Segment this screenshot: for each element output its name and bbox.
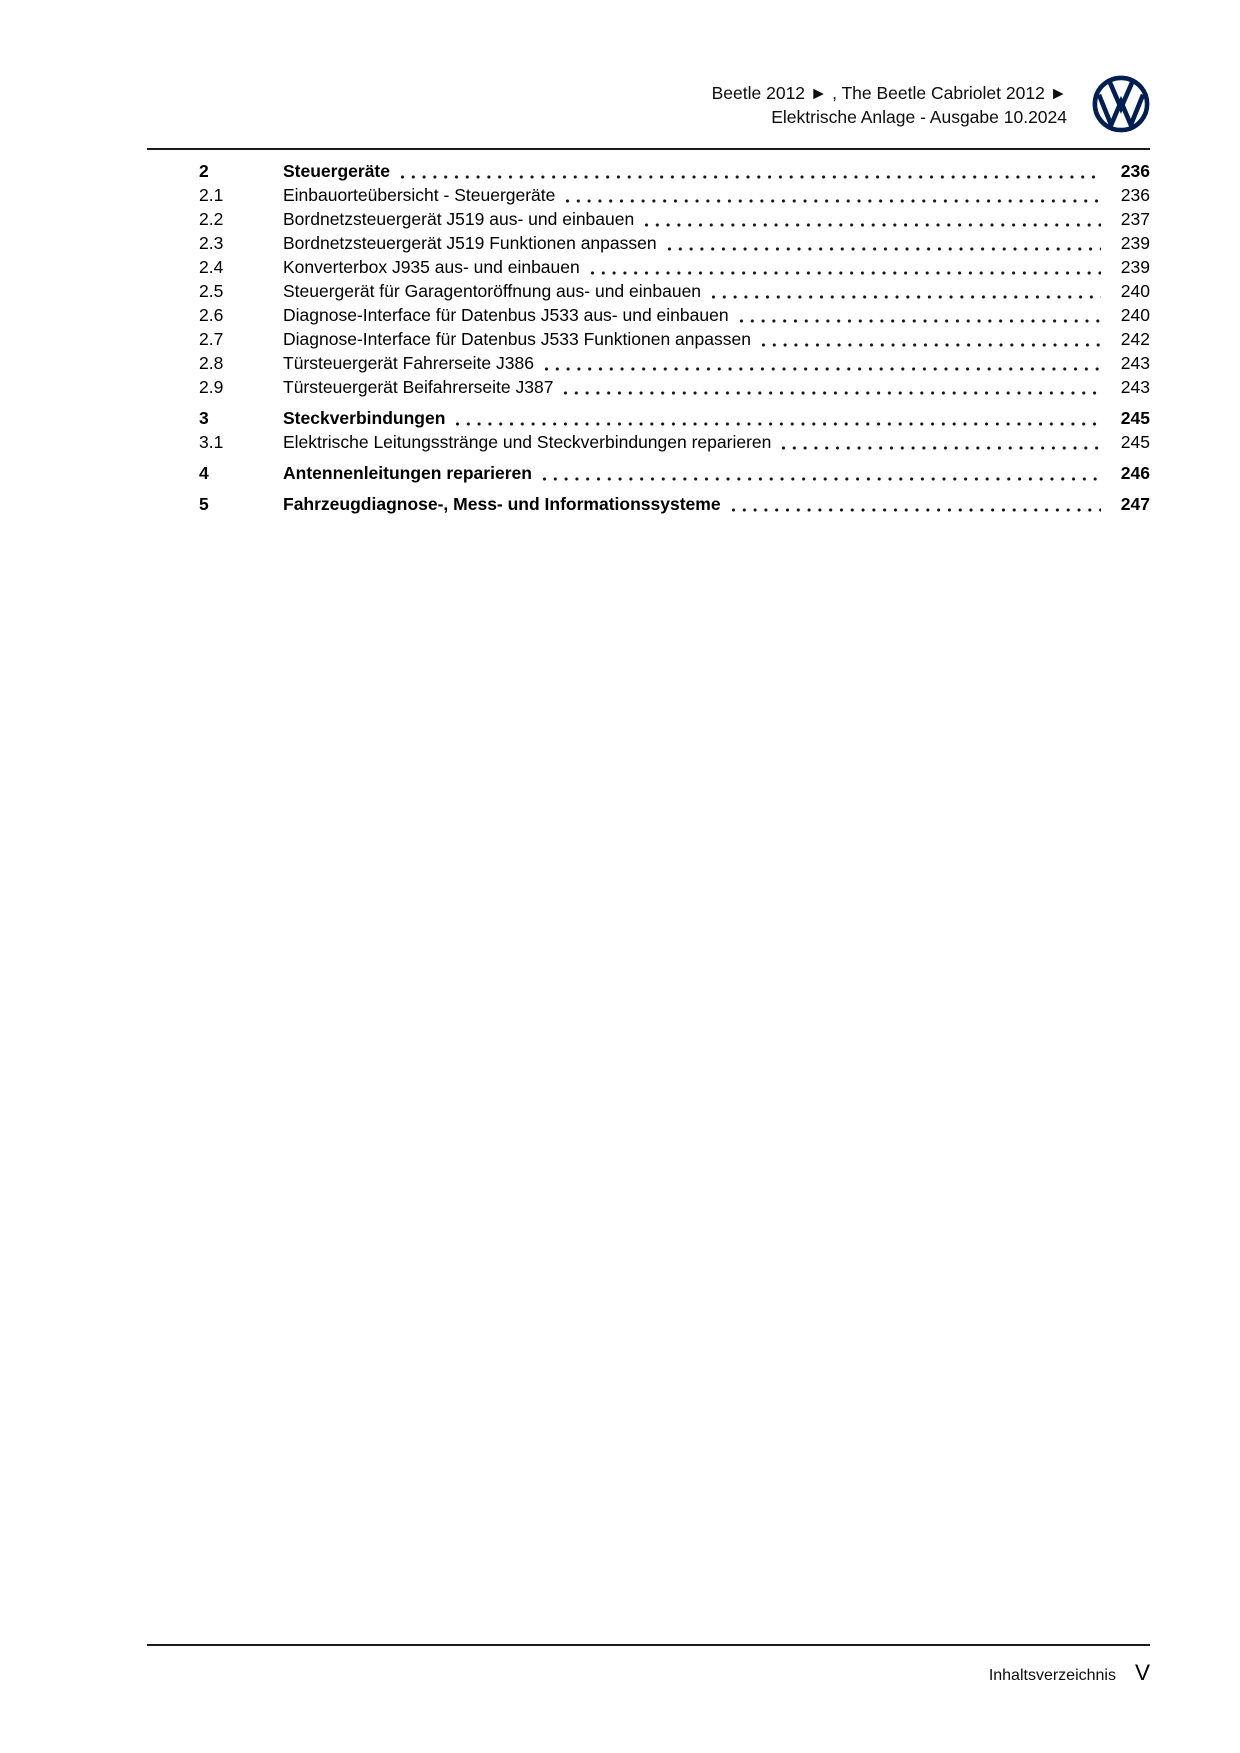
toc-entry-title: Bordnetzsteuergerät J519 Funktionen anpassen bbox=[283, 233, 657, 253]
dot-leader bbox=[564, 183, 1101, 207]
toc-entry-number: 2.8 bbox=[199, 353, 224, 373]
toc-entry-page: 243 bbox=[1120, 377, 1150, 397]
toc-entry-title: Steuergeräte bbox=[283, 161, 390, 181]
page-header bbox=[712, 82, 1150, 133]
toc-row bbox=[199, 351, 1150, 375]
dot-leader bbox=[543, 351, 1101, 375]
toc-entry-number: 2.3 bbox=[199, 233, 224, 253]
header-subtitle: Elektrische Anlage - Ausgabe 10.2024 bbox=[771, 106, 1067, 127]
toc-entry-page: 237 bbox=[1120, 209, 1150, 229]
toc-entry-page: 236 bbox=[1120, 161, 1150, 181]
toc-row bbox=[199, 461, 1150, 485]
dot-leader bbox=[541, 461, 1101, 485]
toc-row bbox=[199, 327, 1150, 351]
toc-entry-title: Konverterbox J935 aus- und einbauen bbox=[283, 257, 580, 277]
toc-entry-number: 2.9 bbox=[199, 377, 224, 397]
toc-entry-number: 2.4 bbox=[199, 257, 224, 277]
toc-row bbox=[199, 375, 1150, 399]
toc-entry-number: 2 bbox=[199, 161, 209, 181]
toc-entry-title: Elektrische Leitungsstränge und Steckverbindungen reparieren bbox=[283, 432, 772, 452]
dot-leader bbox=[780, 430, 1101, 454]
toc-entry-page: 236 bbox=[1120, 185, 1150, 205]
toc-row bbox=[199, 279, 1150, 303]
toc-entry-page: 245 bbox=[1120, 432, 1150, 452]
toc-entry-number: 5 bbox=[199, 494, 209, 514]
toc-entry-number: 3 bbox=[199, 408, 209, 428]
toc-row bbox=[199, 159, 1150, 183]
toc-entry-page: 239 bbox=[1120, 233, 1150, 253]
toc-entry-title: Türsteuergerät Beifahrerseite J387 bbox=[283, 377, 554, 397]
toc-entry-page: 246 bbox=[1120, 463, 1150, 483]
toc-entry-page: 239 bbox=[1120, 257, 1150, 277]
dot-leader bbox=[562, 375, 1101, 399]
dot-leader bbox=[710, 279, 1101, 303]
header-divider bbox=[147, 148, 1150, 150]
toc-entry-title: Steckverbindungen bbox=[283, 408, 446, 428]
toc-entry-title: Fahrzeugdiagnose-, Mess- und Informationssysteme bbox=[283, 494, 721, 514]
header-product-line: Beetle 2012 ► , The Beetle Cabriolet 2012 ► bbox=[711, 83, 1067, 103]
toc-entry-number: 2.5 bbox=[199, 281, 224, 301]
dot-leader bbox=[589, 255, 1101, 279]
vw-logo-icon bbox=[1092, 75, 1150, 133]
toc-entry-number: 2.1 bbox=[199, 185, 224, 205]
toc-row bbox=[199, 255, 1150, 279]
toc-entry-number: 2.7 bbox=[199, 329, 224, 349]
toc-entry-page: 240 bbox=[1120, 281, 1150, 301]
toc-entry-number: 2.2 bbox=[199, 209, 224, 229]
toc-row bbox=[199, 430, 1150, 454]
toc-entry-number: 4 bbox=[199, 463, 209, 483]
toc-row bbox=[199, 303, 1150, 327]
toc-entry-title: Einbauorteübersicht - Steuergeräte bbox=[283, 185, 556, 205]
toc-entry-page: 245 bbox=[1120, 408, 1150, 428]
toc-row bbox=[199, 492, 1150, 516]
toc-entry-title: Diagnose-Interface für Datenbus J533 aus- und einbauen bbox=[283, 305, 729, 325]
toc-row bbox=[199, 183, 1150, 207]
header-text bbox=[712, 82, 1067, 129]
toc-entry-page: 243 bbox=[1120, 353, 1150, 373]
footer-page-number: V bbox=[1134, 1660, 1150, 1685]
toc-entry-title: Antennenleitungen reparieren bbox=[283, 463, 532, 483]
toc-entry-number: 3.1 bbox=[199, 432, 224, 452]
toc-entry-page: 247 bbox=[1120, 494, 1150, 514]
toc-entry-number: 2.6 bbox=[199, 305, 224, 325]
toc-row bbox=[199, 406, 1150, 430]
toc-entry-page: 240 bbox=[1120, 305, 1150, 325]
toc-row bbox=[199, 231, 1150, 255]
dot-leader bbox=[730, 492, 1101, 516]
dot-leader bbox=[760, 327, 1101, 351]
dot-leader bbox=[738, 303, 1101, 327]
footer-divider bbox=[147, 1644, 1150, 1646]
toc-entry-title: Türsteuergerät Fahrerseite J386 bbox=[283, 353, 534, 373]
dot-leader bbox=[399, 159, 1101, 183]
dot-leader bbox=[643, 207, 1101, 231]
dot-leader bbox=[454, 406, 1101, 430]
toc-entry-page: 242 bbox=[1120, 329, 1150, 349]
page-footer bbox=[989, 1660, 1150, 1686]
toc-entry-title: Bordnetzsteuergerät J519 aus- und einbauen bbox=[283, 209, 635, 229]
toc-row bbox=[199, 207, 1150, 231]
toc-list bbox=[199, 159, 1150, 516]
toc-entry-title: Diagnose-Interface für Datenbus J533 Funktionen anpassen bbox=[283, 329, 751, 349]
toc-entry-title: Steuergerät für Garagentoröffnung aus- und einbauen bbox=[283, 281, 702, 301]
dot-leader bbox=[666, 231, 1101, 255]
footer-label: Inhaltsverzeichnis bbox=[988, 1667, 1116, 1684]
